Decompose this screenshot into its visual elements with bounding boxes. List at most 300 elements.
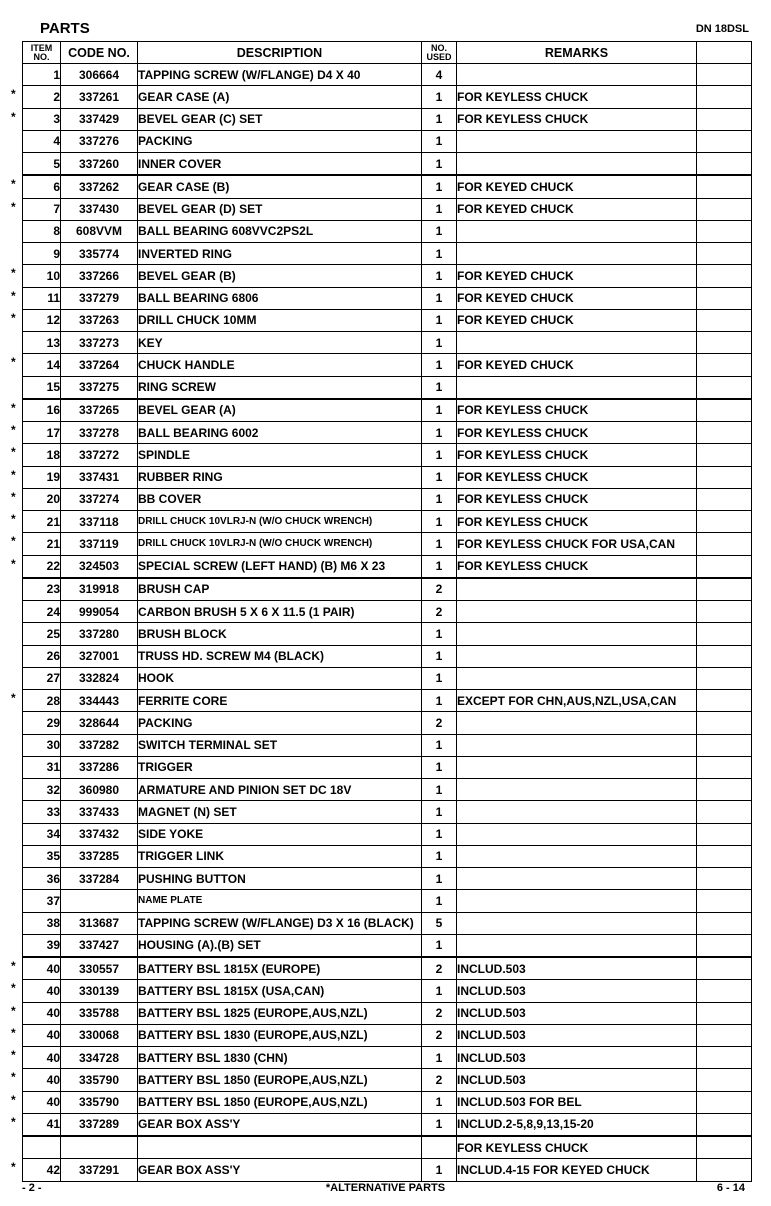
description-cell: SPINDLE [138,444,422,466]
alternative-part-marker: * [11,691,16,705]
alternative-part-marker: * [11,355,16,370]
item-number: 25 [46,626,60,641]
description-cell: CHUCK HANDLE [138,354,422,376]
extra-header [697,42,752,64]
item-number-cell [23,912,61,934]
description-cell: HOOK [138,667,422,689]
item-number: 40 [46,1095,60,1110]
item-number-cell [11,422,61,444]
item-number: 17 [46,425,60,440]
description-cell: FERRITE CORE [138,690,422,712]
description-cell: BALL BEARING 6002 [138,422,422,444]
remarks-cell [457,623,697,645]
remarks-cell [457,667,697,689]
quantity-used-cell: 4 [422,64,457,86]
description-cell [138,1136,422,1159]
description-cell: KEY [138,332,422,354]
item-number-cell [23,890,61,912]
code-number-cell: 337280 [61,623,138,645]
item-number-cell [11,980,61,1002]
item-number-cell [11,1024,61,1046]
quantity-used-cell: 1 [422,667,457,689]
description-cell: DRILL CHUCK 10MM [138,309,422,331]
quantity-used-cell: 1 [422,1159,457,1181]
quantity-used-cell: 1 [422,690,457,712]
extra-cell [697,601,752,623]
code-number-cell: 337291 [61,1159,138,1181]
description-cell: DRILL CHUCK 10VLRJ-N (W/O CHUCK WRENCH) [138,533,422,555]
quantity-used-cell: 1 [422,890,457,912]
description-cell: BATTERY BSL 1830 (EUROPE,AUS,NZL) [138,1024,422,1046]
extra-cell [697,198,752,220]
alternative-parts-note: *ALTERNATIVE PARTS [325,1182,446,1194]
table-row [23,912,752,934]
description-cell: BATTERY BSL 1815X (EUROPE) [138,957,422,980]
code-number-cell: 337289 [61,1113,138,1136]
extra-cell [697,980,752,1002]
description-cell: BATTERY BSL 1830 (CHN) [138,1047,422,1069]
table-row [23,868,752,890]
item-number: 26 [46,649,60,664]
quantity-used-cell: 1 [422,444,457,466]
quantity-used-cell: 1 [422,980,457,1002]
item-number-cell [23,1136,61,1159]
quantity-used-cell: 1 [422,779,457,801]
item-number-cell [23,130,61,152]
item-number: 8 [53,224,60,239]
extra-cell [697,332,752,354]
alternative-part-marker: * [11,534,16,549]
item-number: 34 [46,827,60,842]
item-number: 38 [46,916,60,931]
extra-cell [697,1136,752,1159]
description-cell: TAPPING SCREW (W/FLANGE) D3 X 16 (BLACK) [138,912,422,934]
code-number-cell: 337432 [61,823,138,845]
item-number: 22 [46,559,60,574]
quantity-used-cell: 1 [422,823,457,845]
remarks-cell: FOR KEYLESS CHUCK [457,1136,697,1159]
code-number-cell: 337118 [61,511,138,533]
item-number: 1 [53,67,60,82]
item-number-cell [11,466,61,488]
code-number-cell: 328644 [61,712,138,734]
quantity-used-cell: 2 [422,1069,457,1091]
item-number: 37 [46,893,60,908]
extra-cell [697,667,752,689]
table-row [23,957,752,980]
description-header: DESCRIPTION [138,42,422,64]
remarks-cell: INCLUD.503 [457,1002,697,1024]
quantity-used-cell: 1 [422,756,457,778]
item-number-cell [23,823,61,845]
description-cell: INVERTED RING [138,243,422,265]
quantity-used-cell: 5 [422,912,457,934]
remarks-cell: INCLUD.2-5,8,9,13,15-20 [457,1113,697,1136]
item-number: 21 [46,514,60,529]
alternative-part-marker: * [11,310,16,325]
table-row [23,466,752,488]
code-number-cell: 335790 [61,1091,138,1113]
description-cell: BATTERY BSL 1850 (EUROPE,AUS,NZL) [138,1069,422,1091]
remarks-cell: FOR KEYLESS CHUCK [457,555,697,578]
table-row [23,934,752,957]
quantity-used-cell: 2 [422,1002,457,1024]
description-cell: SIDE YOKE [138,823,422,845]
remarks-cell: INCLUD.503 [457,1047,697,1069]
item-number: 40 [46,1072,60,1087]
extra-cell [697,265,752,287]
code-number-cell: 332824 [61,667,138,689]
code-number-cell: 337263 [61,309,138,331]
item-number: 31 [46,760,60,775]
code-number-cell: 337282 [61,734,138,756]
extra-cell [697,243,752,265]
alternative-part-marker: * [11,288,16,303]
item-number-cell [23,623,61,645]
description-cell: GEAR CASE (A) [138,86,422,108]
quantity-used-cell: 2 [422,578,457,601]
table-row [23,980,752,1002]
extra-cell [697,175,752,198]
remarks-cell [457,845,697,867]
alternative-part-marker: * [11,177,16,192]
table-row [23,444,752,466]
quantity-used-cell: 2 [422,712,457,734]
item-number-cell [11,533,61,555]
description-cell: RUBBER RING [138,466,422,488]
item-number-cell [11,1002,61,1024]
remarks-cell [457,601,697,623]
quantity-used-cell [422,1136,457,1159]
quantity-used-cell: 1 [422,108,457,130]
item-number-cell [23,601,61,623]
quantity-used-cell: 1 [422,511,457,533]
extra-cell [697,578,752,601]
item-number-cell [23,712,61,734]
table-row [23,1024,752,1046]
item-number-cell [11,957,61,980]
code-number-cell: 337284 [61,868,138,890]
item-number: 2 [53,89,60,104]
alternative-part-marker: * [11,445,16,460]
item-number: 41 [46,1117,60,1132]
parts-table [11,41,752,1182]
quantity-used-cell: 1 [422,287,457,309]
description-cell: CARBON BRUSH 5 X 6 X 11.5 (1 PAIR) [138,601,422,623]
code-number-cell [61,890,138,912]
quantity-used-cell: 1 [422,801,457,823]
table-row [23,488,752,510]
table-row [23,667,752,689]
code-number-cell: 337429 [61,108,138,130]
description-cell: BALL BEARING 6806 [138,287,422,309]
item-number-cell [23,578,61,601]
quantity-used-cell: 2 [422,1024,457,1046]
code-no-header: CODE NO. [61,42,138,64]
quantity-used-cell: 2 [422,957,457,980]
description-cell: TRIGGER [138,756,422,778]
alternative-part-marker: * [11,1025,16,1040]
code-number-cell: 337275 [61,376,138,399]
description-cell: BB COVER [138,488,422,510]
remarks-cell: FOR KEYLESS CHUCK [457,511,697,533]
description-cell: TRIGGER LINK [138,845,422,867]
description-cell: RING SCREW [138,376,422,399]
code-number-cell: 335788 [61,1002,138,1024]
item-number: 5 [53,156,60,171]
table-row [23,1136,752,1159]
item-number-cell [23,220,61,242]
page-title: PARTS [40,20,90,37]
alternative-part-marker: * [11,1070,16,1085]
table-row [23,399,752,422]
table-row [23,376,752,399]
remarks-cell: FOR KEYLESS CHUCK [457,444,697,466]
remarks-cell: INCLUD.503 [457,980,697,1002]
code-number-cell: 334728 [61,1047,138,1069]
extra-cell [697,444,752,466]
quantity-used-cell: 1 [422,934,457,957]
code-number-cell: 313687 [61,912,138,934]
quantity-used-cell: 1 [422,198,457,220]
extra-cell [697,399,752,422]
quantity-used-cell: 1 [422,220,457,242]
extra-cell [697,1047,752,1069]
quantity-used-cell: 1 [422,376,457,399]
table-row [23,779,752,801]
extra-cell [697,823,752,845]
item-number-cell [23,645,61,667]
extra-cell [697,466,752,488]
description-cell: BEVEL GEAR (A) [138,399,422,422]
description-cell: BRUSH BLOCK [138,623,422,645]
extra-cell [697,845,752,867]
remarks-cell: FOR KEYED CHUCK [457,198,697,220]
item-number: 42 [46,1162,60,1177]
remarks-cell [457,779,697,801]
item-number-cell [11,265,61,287]
code-number-cell: 327001 [61,645,138,667]
quantity-used-cell: 1 [422,399,457,422]
quantity-used-cell: 1 [422,533,457,555]
item-number: 3 [53,112,60,127]
description-cell: SPECIAL SCREW (LEFT HAND) (B) M6 X 23 [138,555,422,578]
quantity-used-cell: 1 [422,466,457,488]
item-number: 40 [46,1006,60,1021]
extra-cell [697,756,752,778]
code-number-cell: 337273 [61,332,138,354]
alternative-part-marker: * [11,1048,16,1062]
alternative-part-marker: * [11,423,16,437]
quantity-used-cell: 1 [422,488,457,510]
description-cell: DRILL CHUCK 10VLRJ-N (W/O CHUCK WRENCH) [138,511,422,533]
description-cell: BATTERY BSL 1815X (USA,CAN) [138,980,422,1002]
remarks-cell: INCLUD.503 [457,1024,697,1046]
table-header-row [23,42,752,64]
table-row [23,243,752,265]
item-number-cell [23,376,61,399]
item-number: 27 [46,671,60,686]
code-number-cell: 337279 [61,287,138,309]
item-number: 12 [46,313,60,328]
item-number: 35 [46,849,60,864]
code-number-cell: 337431 [61,466,138,488]
extra-cell [697,108,752,130]
table-row [23,1091,752,1113]
remarks-cell [457,712,697,734]
remarks-cell [457,801,697,823]
description-cell: BATTERY BSL 1850 (EUROPE,AUS,NZL) [138,1091,422,1113]
extra-cell [697,912,752,934]
alternative-part-marker: * [11,1114,16,1129]
extra-cell [697,779,752,801]
code-number-cell: 306664 [61,64,138,86]
item-number-cell [11,198,61,220]
description-cell: PACKING [138,130,422,152]
code-number-cell: 337274 [61,488,138,510]
description-cell: BRUSH CAP [138,578,422,601]
quantity-used-cell: 1 [422,265,457,287]
table-row [23,265,752,287]
item-number: 10 [46,268,60,283]
description-cell: ARMATURE AND PINION SET DC 18V [138,779,422,801]
table-row [23,64,752,86]
code-number-cell: 608VVM [61,220,138,242]
table-row [23,1159,752,1181]
item-number-cell [23,734,61,756]
item-number: 4 [53,134,60,149]
item-number-cell [11,1069,61,1091]
code-number-cell: 330139 [61,980,138,1002]
code-number-cell: 337433 [61,801,138,823]
extra-cell [697,868,752,890]
quantity-used-cell: 1 [422,1091,457,1113]
table-row [23,220,752,242]
extra-cell [697,734,752,756]
alternative-part-marker: * [11,1160,16,1175]
code-number-cell: 335790 [61,1069,138,1091]
description-cell: BEVEL GEAR (D) SET [138,198,422,220]
extra-cell [697,934,752,957]
code-number-cell: 337266 [61,265,138,287]
table-row [23,756,752,778]
remarks-cell [457,578,697,601]
code-number-cell: 337285 [61,845,138,867]
table-row [23,332,752,354]
quantity-used-cell: 1 [422,175,457,198]
item-number-cell [11,175,61,198]
item-number: 18 [46,447,60,462]
remarks-cell [457,376,697,399]
extra-cell [697,1069,752,1091]
remarks-cell: FOR KEYLESS CHUCK [457,108,697,130]
table-row [23,422,752,444]
alternative-part-marker: * [11,1092,16,1107]
extra-cell [697,712,752,734]
item-number: 29 [46,715,60,730]
quantity-used-cell: 1 [422,422,457,444]
code-number-cell [61,1136,138,1159]
table-row [23,309,752,331]
description-cell: BEVEL GEAR (B) [138,265,422,287]
table-row [23,690,752,712]
description-cell: BATTERY BSL 1825 (EUROPE,AUS,NZL) [138,1002,422,1024]
extra-cell [697,153,752,176]
item-number-cell [23,64,61,86]
extra-cell [697,1113,752,1136]
extra-cell [697,86,752,108]
remarks-cell: FOR KEYED CHUCK [457,354,697,376]
item-number-cell [23,845,61,867]
extra-cell [697,1024,752,1046]
table-row [23,175,752,198]
item-number-cell [11,1091,61,1113]
extra-cell [697,957,752,980]
alternative-part-marker: * [11,266,16,281]
quantity-used-cell: 1 [422,130,457,152]
item-number: 40 [46,1028,60,1043]
item-number: 9 [53,246,60,261]
description-cell: MAGNET (N) SET [138,801,422,823]
item-number-cell [11,1047,61,1069]
description-cell: TRUSS HD. SCREW M4 (BLACK) [138,645,422,667]
code-number-cell: 337276 [61,130,138,152]
extra-cell [697,287,752,309]
alternative-part-marker: * [11,556,16,571]
item-number: 40 [46,961,60,976]
description-cell: GEAR BOX ASS'Y [138,1113,422,1136]
extra-cell [697,555,752,578]
quantity-used-cell: 1 [422,354,457,376]
table-row [23,578,752,601]
quantity-used-cell: 1 [422,332,457,354]
description-cell: BALL BEARING 608VVC2PS2L [138,220,422,242]
item-number-cell [23,332,61,354]
extra-cell [697,645,752,667]
item-number-cell [11,555,61,578]
code-number-cell: 330557 [61,957,138,980]
remarks-cell [457,645,697,667]
extra-cell [697,533,752,555]
item-number-cell [23,934,61,957]
quantity-used-cell: 2 [422,601,457,623]
remarks-cell [457,153,697,176]
item-number: 24 [46,604,60,619]
table-row [23,1002,752,1024]
item-number: 21 [46,536,60,551]
item-number-cell [11,444,61,466]
item-number-cell [11,287,61,309]
table-row [23,712,752,734]
item-number: 39 [46,938,60,953]
alternative-part-marker: * [11,959,16,973]
extra-cell [697,220,752,242]
alternative-part-marker: * [11,199,16,214]
description-cell: SWITCH TERMINAL SET [138,734,422,756]
item-no-header: ITEM NO. [23,42,61,64]
alternative-part-marker: * [11,87,16,102]
item-number-cell [23,153,61,176]
table-row [23,1069,752,1091]
code-number-cell: 337427 [61,934,138,957]
table-row [23,601,752,623]
extra-cell [697,422,752,444]
item-number: 28 [46,693,60,708]
item-number-cell [23,779,61,801]
item-number-cell [11,690,61,712]
code-number-cell: 337262 [61,175,138,198]
extra-cell [697,623,752,645]
